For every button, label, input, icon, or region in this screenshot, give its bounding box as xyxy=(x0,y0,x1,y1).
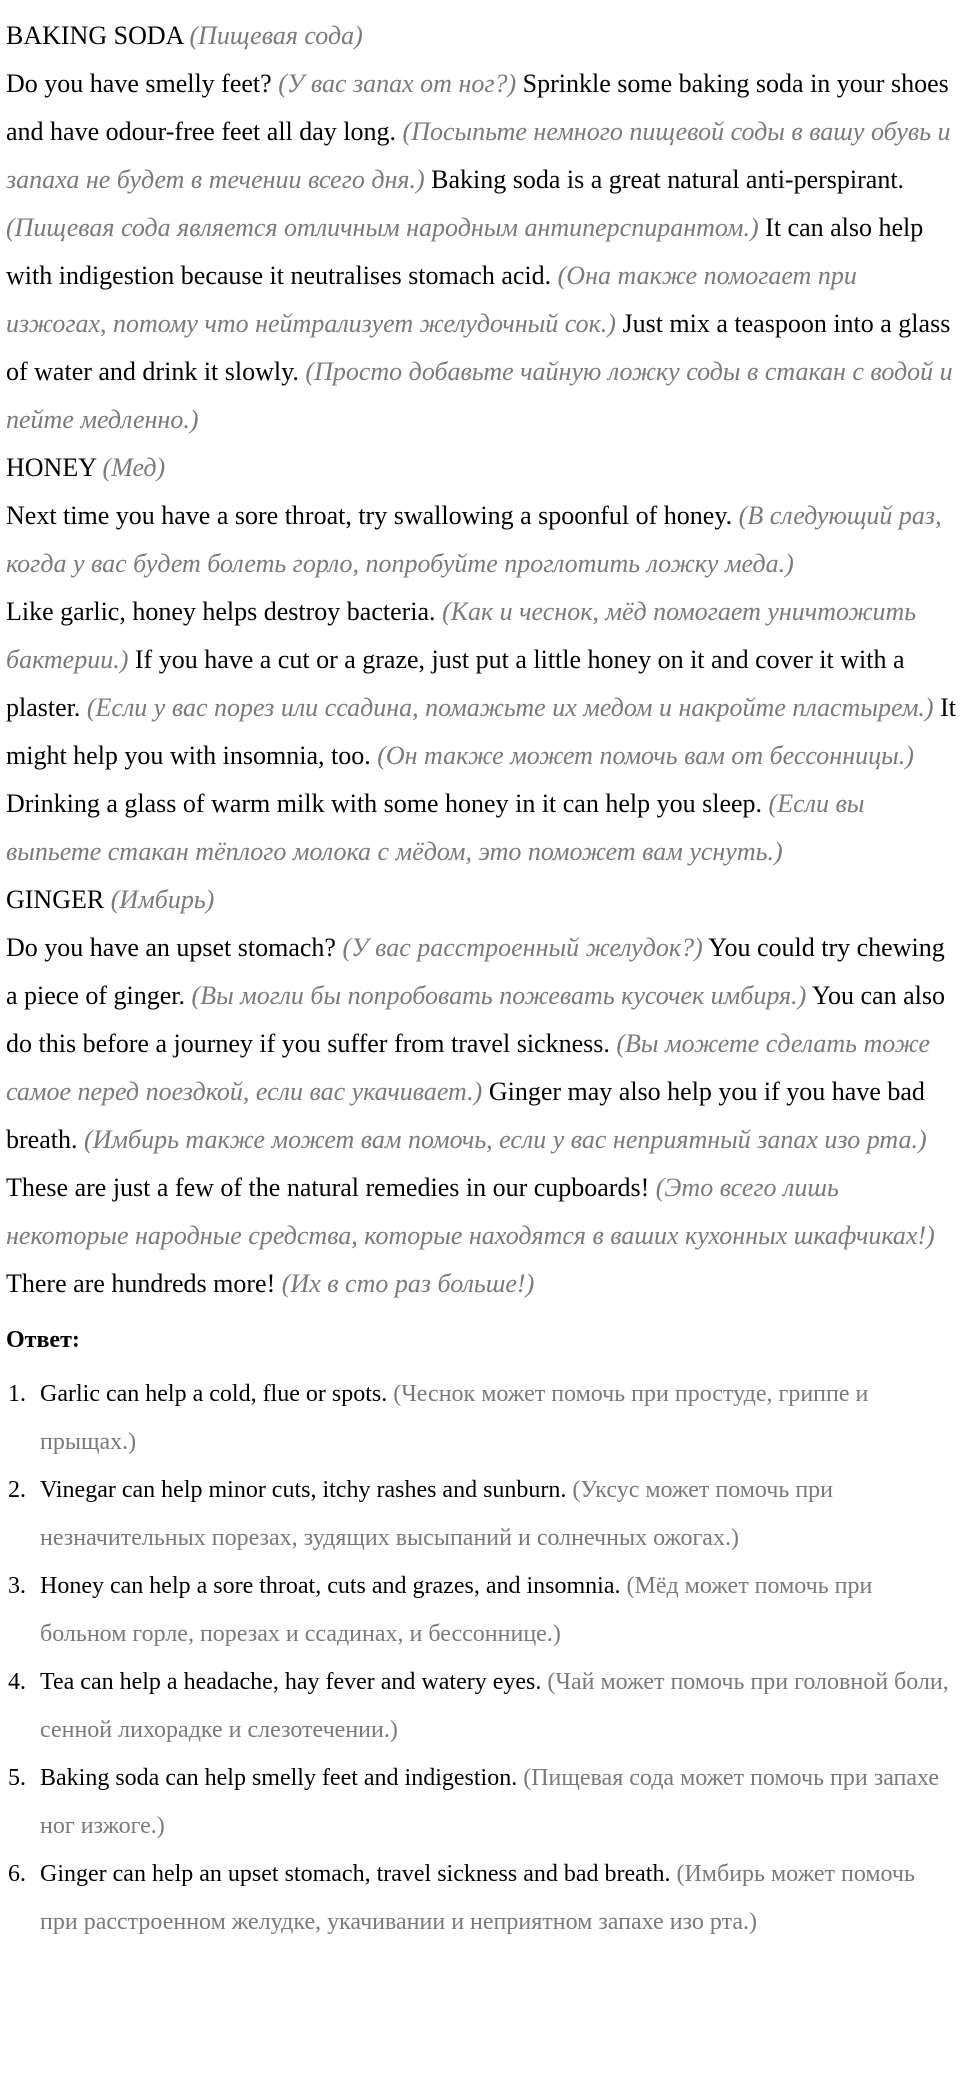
answer-en: Vinegar can help minor cuts, itchy rashes and sunburn. xyxy=(40,1477,567,1503)
sentence-en: Baking soda is a great natural anti-perspirant. xyxy=(431,165,905,194)
sentence-ru: (Это всего лишь некоторые народные средства, которые находятся в ваших кухонных шкафчиках!) xyxy=(6,1173,935,1250)
answer-item xyxy=(6,1370,956,1466)
paragraph-ginger xyxy=(6,924,956,1164)
heading-ru: (Мед) xyxy=(102,453,166,482)
sentence-ru: (Пищевая сода является отличным народным антиперспирантом.) xyxy=(6,213,759,242)
answer-ru: (Имбирь может помочь при расстроенном желудке, укачивании и неприятном запахе изо рта.) xyxy=(40,1861,915,1935)
answer-ru: (Чеснок может помочь при простуде, гриппе и прыщах.) xyxy=(40,1381,869,1455)
sentence-ru: (Имбирь также может вам помочь, если у вас неприятный запах изо рта.) xyxy=(83,1125,927,1154)
answer-ru: (Чай может помочь при головной боли, сенной лихорадке и слезотечении.) xyxy=(40,1669,949,1743)
heading-ru: (Имбирь) xyxy=(110,885,215,914)
sentence-en: You can also do this before a journey if you suffer from travel sickness. xyxy=(6,981,945,1058)
answer-item xyxy=(6,1850,956,1946)
sentence-ru: (В следующий раз, когда у вас будет болеть горло, попробуйте проглотить ложку меда.) xyxy=(6,501,942,578)
heading-ru: (Пищевая сода) xyxy=(189,21,363,50)
section-heading-baking-soda xyxy=(6,12,956,60)
sentence-en: Do you have an upset stomach? xyxy=(6,933,336,962)
answer-number: 4. xyxy=(8,1669,26,1695)
sentence-ru: (Посыпьте немного пищевой соды в вашу обувь и запаха не будет в течении всего дня.) xyxy=(6,117,951,194)
answer-item xyxy=(6,1658,956,1754)
sentence-ru: (У вас расстроенный желудок?) xyxy=(342,933,703,962)
answer-item xyxy=(6,1466,956,1562)
answer-ru: (Уксус может помочь при незначительных порезах, зудящих высыпаний и солнечных ожогах.) xyxy=(40,1477,833,1551)
sentence-en: You could try chewing a piece of ginger. xyxy=(6,933,945,1010)
answer-en: Ginger can help an upset stomach, travel sickness and bad breath. xyxy=(40,1861,671,1887)
paragraph-honey-1 xyxy=(6,492,956,588)
answer-number: 3. xyxy=(8,1573,26,1599)
sentence-ru: (У вас запах от ног?) xyxy=(278,69,517,98)
sentence-ru: (Как и чеснок, мёд помогает уничтожить бактерии.) xyxy=(6,597,917,674)
sentence-ru: (Она также помогает при изжогах, потому что нейтрализует желудочный сок.) xyxy=(6,261,857,338)
sentence-ru: (Вы могли бы попробовать пожевать кусочек имбиря.) xyxy=(191,981,807,1010)
sentence-en: These are just a few of the natural remedies in our cupboards! xyxy=(6,1173,650,1202)
sentence-en: Next time you have a sore throat, try swallowing a spoonful of honey. xyxy=(6,501,733,530)
heading-en: HONEY xyxy=(6,453,97,482)
heading-en: GINGER xyxy=(6,885,105,914)
answer-en: Tea can help a headache, hay fever and watery eyes. xyxy=(40,1669,542,1695)
answer-item xyxy=(6,1562,956,1658)
sentence-ru: (Если вы выпьете стакан тёплого молока с мёдом, это поможет вам уснуть.) xyxy=(6,789,865,866)
paragraph-closing xyxy=(6,1164,956,1308)
sentence-en: There are hundreds more! xyxy=(6,1269,276,1298)
sentence-ru: (Их в сто раз больше!) xyxy=(281,1269,535,1298)
sentence-en: It can also help with indigestion because it neutralises stomach acid. xyxy=(6,213,924,290)
sentence-ru: (Просто добавьте чайную ложку соды в стакан с водой и пейте медленно.) xyxy=(6,357,953,434)
sentence-ru: (Он также может помочь вам от бессонницы.) xyxy=(377,741,914,770)
answer-number: 2. xyxy=(8,1477,26,1503)
sentence-en: Just mix a teaspoon into a glass of water and drink it slowly. xyxy=(6,309,951,386)
section-heading-honey xyxy=(6,444,956,492)
paragraph-baking-soda xyxy=(6,60,956,444)
heading-en: BAKING SODA xyxy=(6,21,183,50)
answer-en: Baking soda can help smelly feet and indigestion. xyxy=(40,1765,518,1791)
sentence-en: It might help you with insomnia, too. xyxy=(6,693,956,770)
sentence-en: Ginger may also help you if you have bad breath. xyxy=(6,1077,925,1154)
answer-title: Ответ: xyxy=(6,1327,80,1353)
answer-number: 1. xyxy=(8,1381,26,1407)
section-heading-ginger xyxy=(6,876,956,924)
sentence-en: Sprinkle some baking soda in your shoes and have odour-free feet all day long. xyxy=(6,69,949,146)
sentence-en: If you have a cut or a graze, just put a little honey on it and cover it with a plaster. xyxy=(6,645,905,722)
answer-en: Honey can help a sore throat, cuts and grazes, and insomnia. xyxy=(40,1573,621,1599)
answer-number: 5. xyxy=(8,1765,26,1791)
answer-ru: (Пищевая сода может помочь при запахе ног изжоге.) xyxy=(40,1765,940,1839)
sentence-ru: (Если у вас порез или ссадина, помажьте их медом и накройте пластырем.) xyxy=(86,693,934,722)
answer-en: Garlic can help a cold, flue or spots. xyxy=(40,1381,388,1407)
sentence-en: Like garlic, honey helps destroy bacteria. xyxy=(6,597,436,626)
paragraph-honey-2 xyxy=(6,588,956,876)
answer-item xyxy=(6,1754,956,1850)
answer-list xyxy=(6,1370,956,1946)
sentence-en: Drinking a glass of warm milk with some honey in it can help you sleep. xyxy=(6,789,763,818)
sentence-en: Do you have smelly feet? xyxy=(6,69,272,98)
answer-number: 6. xyxy=(8,1861,26,1887)
answer-ru: (Мёд может помочь при больном горле, порезах и ссадинах, и бессоннице.) xyxy=(40,1573,873,1647)
sentence-ru: (Вы можете сделать тоже самое перед поездкой, если вас укачивает.) xyxy=(6,1029,930,1106)
